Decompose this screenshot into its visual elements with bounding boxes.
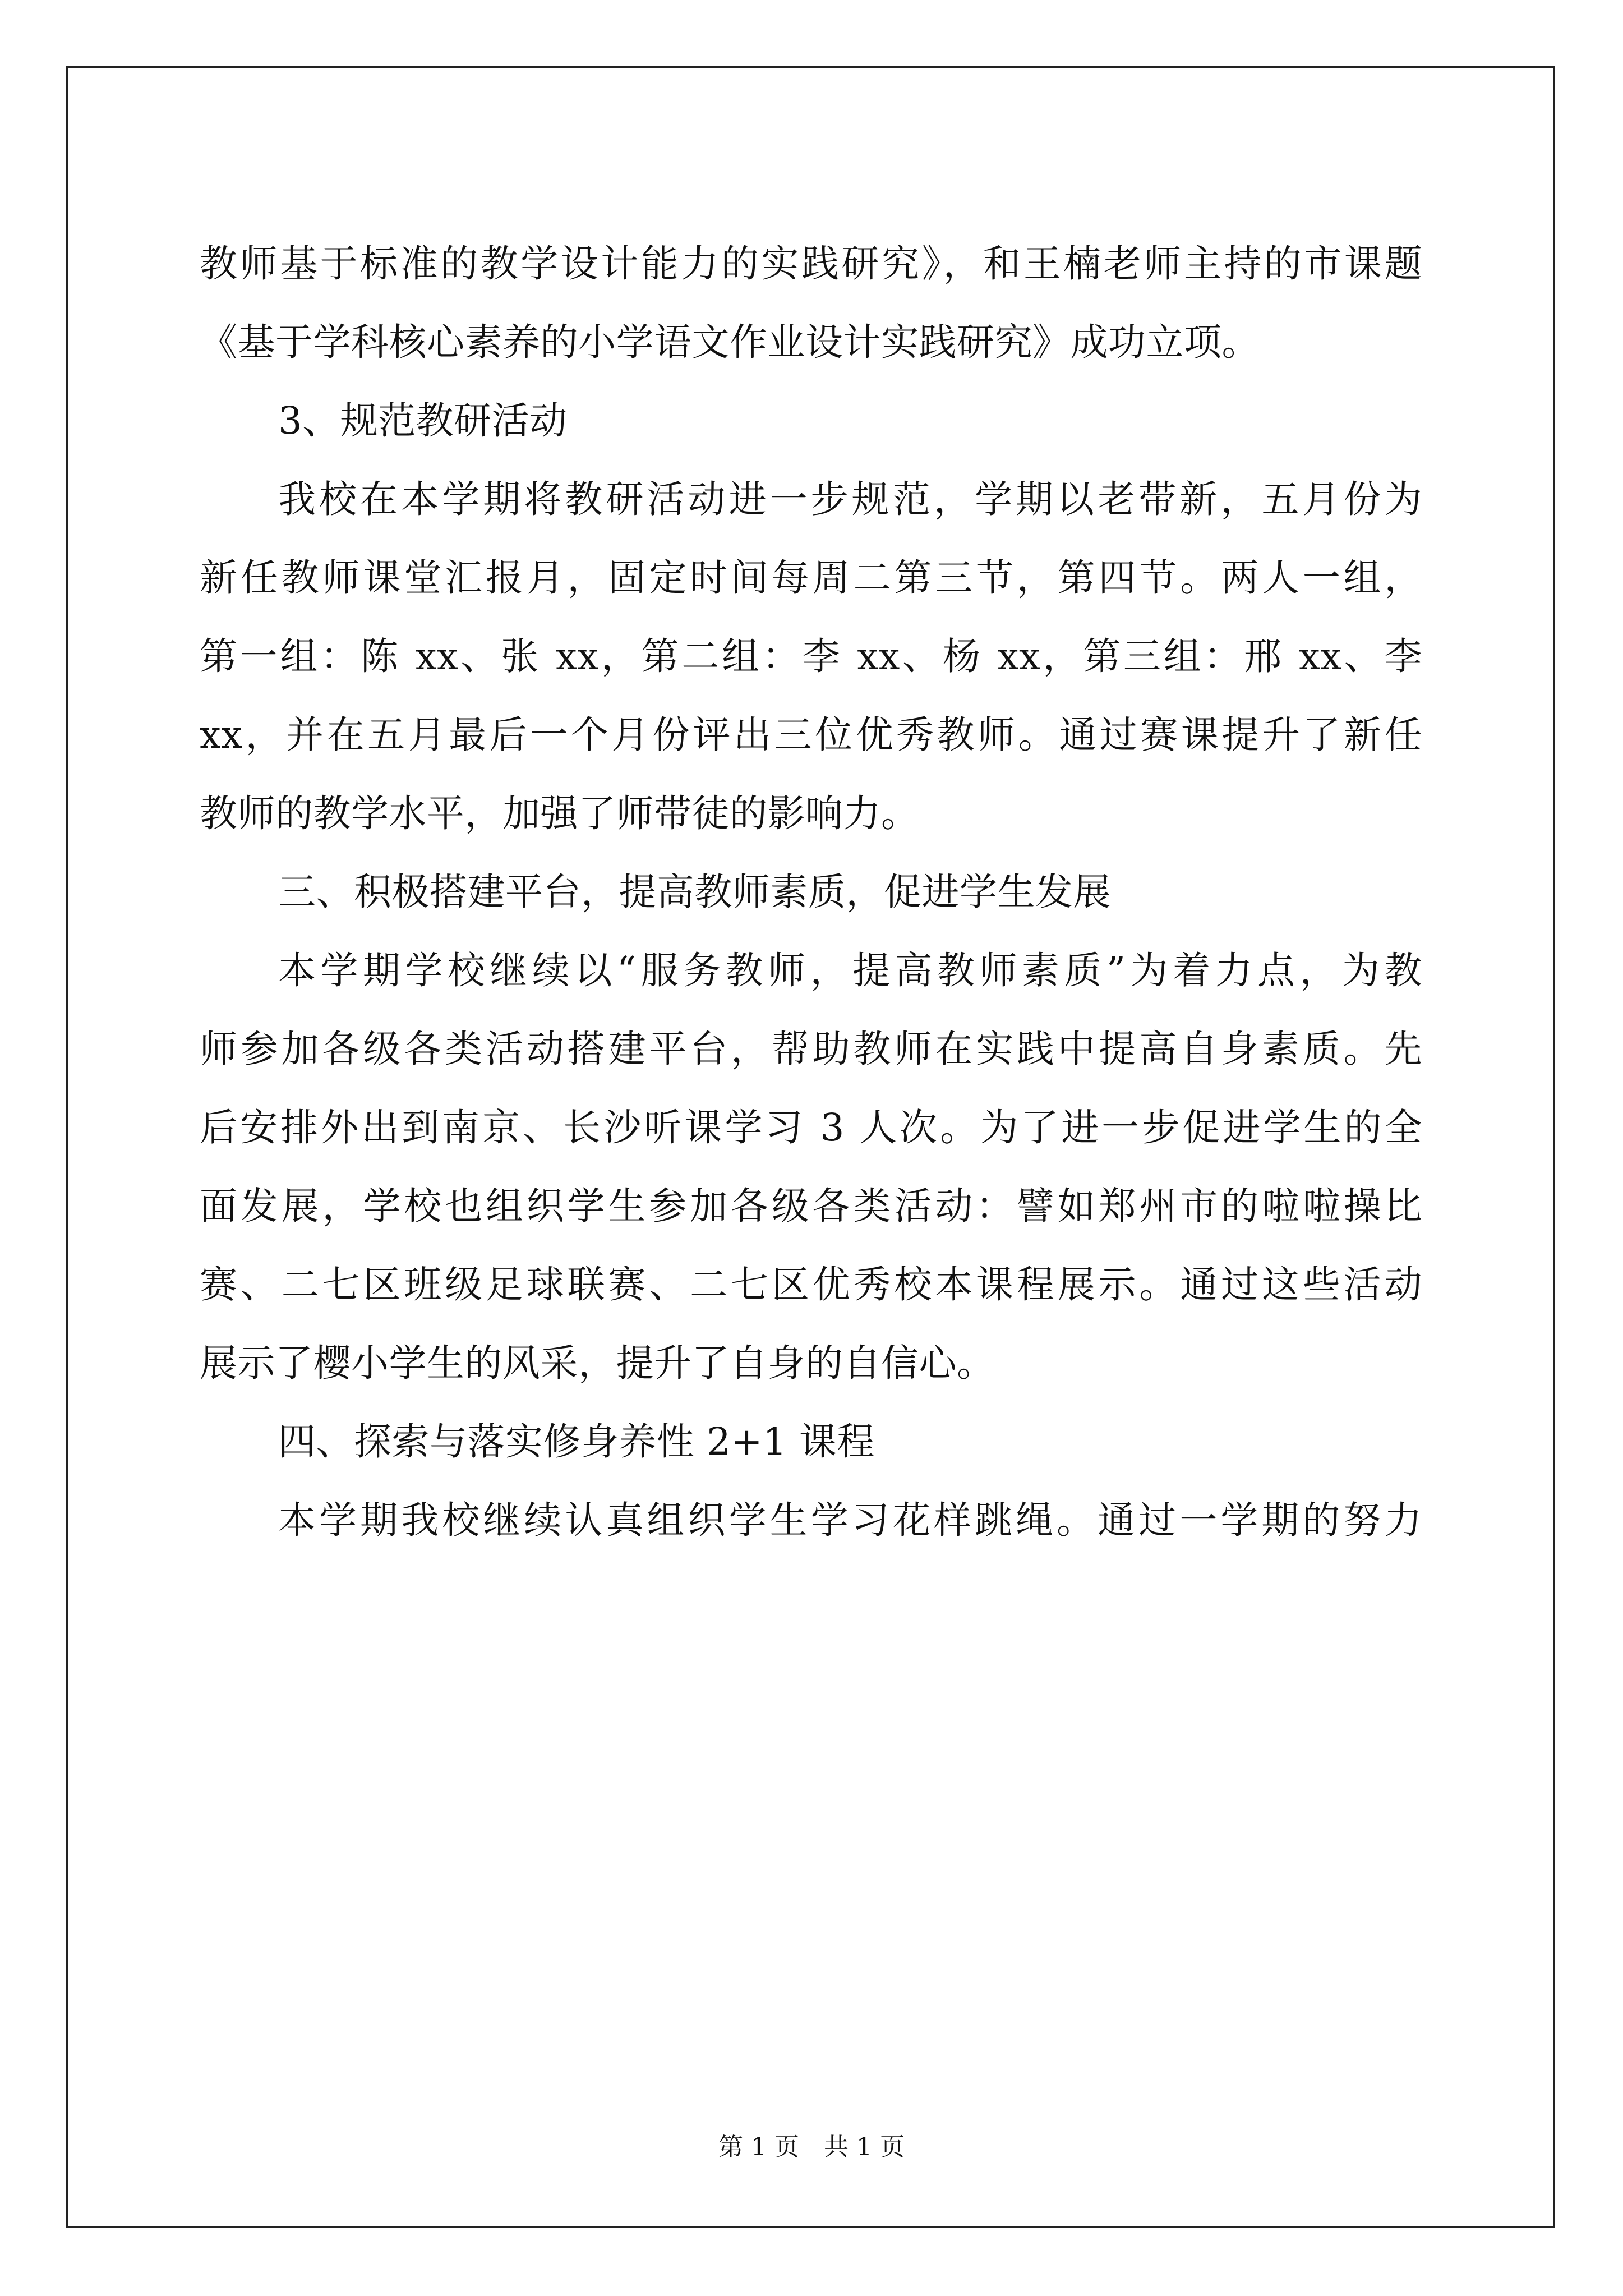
text-line: 教师的教学水平，加强了师带徒的影响力。 [200,792,919,835]
text-line: 师参加各级各类活动搭建平台，帮助教师在实践中提高自身素质。先 [200,1027,1422,1071]
text-line: 展示了樱小学生的风采，提升了自身的自信心。 [200,1341,995,1385]
section-heading: 三、积极搭建平台，提高教师素质，促进学生发展 [278,870,1111,914]
text-line: 《基于学科核心素养的小学语文作业设计实践研究》成功立项。 [200,320,1260,364]
text-line: 第一组：陈 xx、张 xx，第二组：李 xx、杨 xx，第三组：邢 xx、李 [200,634,1422,678]
text-line: 面发展，学校也组织学生参加各级各类活动：譬如郑州市的啦啦操比 [200,1184,1422,1228]
text-line: 本学期学校继续以“服务教师，提高教师素质”为着力点，为教 [278,949,1422,992]
text-line: 教师基于标准的教学设计能力的实践研究》，和王楠老师主持的市课题 [200,242,1422,286]
section-heading: 四、探索与落实修身养性 2+1 课程 [278,1420,875,1464]
text-line: 本学期我校继续认真组织学生学习花样跳绳。通过一学期的努力 [278,1498,1422,1542]
text-line: 我校在本学期将教研活动进一步规范，学期以老带新，五月份为 [278,477,1422,521]
text-line: 新任教师课堂汇报月，固定时间每周二第三节，第四节。两人一组， [200,556,1422,600]
document-body [200,224,1422,1559]
text-line: xx，并在五月最后一个月份评出三位优秀教师。通过赛课提升了新任 [200,713,1422,757]
page-number: 第 1 页 共 1 页 [718,2133,905,2161]
section-heading: 3、规范教研活动 [278,399,568,443]
text-line: 后安排外出到南京、长沙听课学习 3 人次。为了进一步促进学生的全 [200,1106,1422,1149]
text-line: 赛、二七区班级足球联赛、二七区优秀校本课程展示。通过这些活动 [200,1263,1422,1306]
